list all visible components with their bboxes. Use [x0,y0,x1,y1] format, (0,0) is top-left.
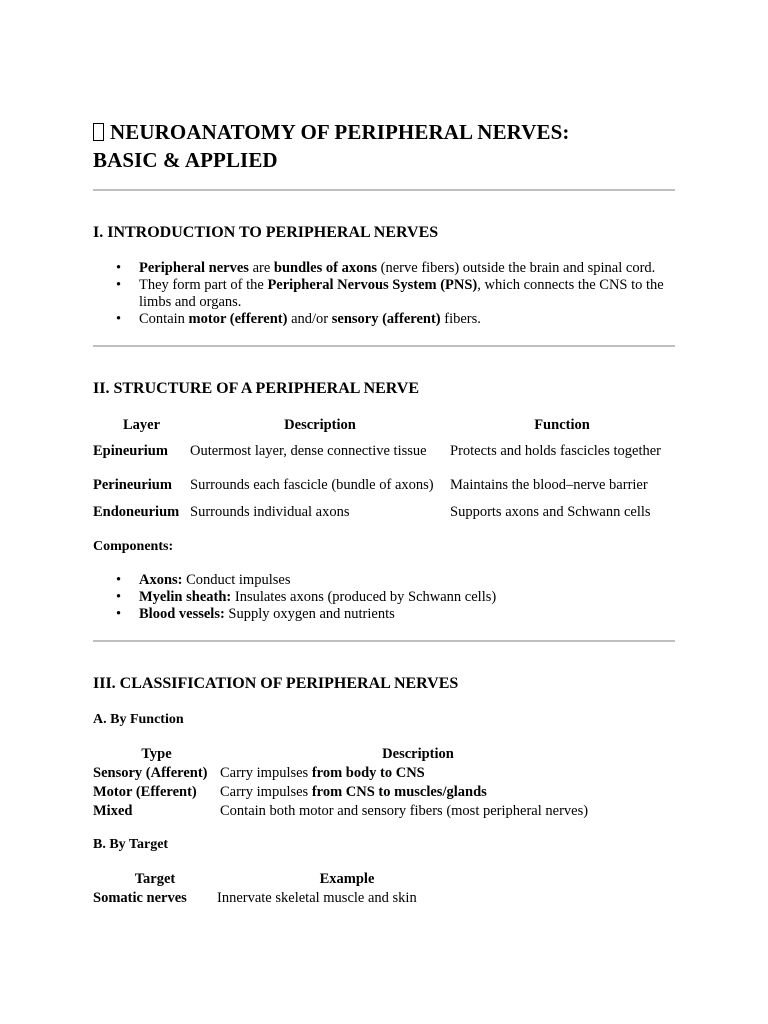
table-cell: Carry impulses from CNS to muscles/glands [220,783,487,800]
column-header: Target [134,871,176,887]
table-cell: Maintains the blood–nerve barrier [450,477,648,493]
table-header-row [93,746,616,763]
column-header: Type [141,746,172,762]
list-item: • Blood vessels: Supply oxygen and nutrients [139,606,675,623]
table-cell: Supports axons and Schwann cells [450,503,651,520]
table-row [93,888,477,907]
column-header: Description [284,417,356,433]
table-cell: Perineurium [93,477,172,493]
divider [93,345,675,347]
table-cell: Surrounds each fascicle (bundle of axons) [190,477,434,493]
table-row [93,468,674,502]
divider [93,189,675,191]
table-cell: Surrounds individual axons [190,503,350,520]
list-item: • Myelin sheath: Insulates axons (produced by Schwann cells) [139,589,675,606]
title-line-1: NEUROANATOMY OF PERIPHERAL NERVES: [110,120,570,144]
table-cell: Motor (Efferent) [93,783,197,800]
table-cell: Contain both motor and sensory fibers (most peripheral nerves) [220,802,589,819]
nerve-layers-table [93,417,674,521]
table-cell: Innervate skeletal muscle and skin [217,889,417,906]
table-row [93,434,674,468]
table-cell: Mixed [93,802,133,819]
section-2-heading: II. STRUCTURE OF A PERIPHERAL NERVE [93,380,420,397]
table-cell: Somatic nerves [93,889,187,906]
table-cell: Protects and holds fascicles together [450,443,661,459]
column-header: Layer [122,417,161,433]
function-classification-table [93,746,616,820]
table-cell: Carry impulses from body to CNS [220,764,425,781]
list-item: • Peripheral nerves are bundles of axons (nerve fibers) outside the brain and spinal cord. [139,260,675,277]
list-item: • They form part of the Peripheral Nervous System (PNS), which connects the CNS to the limbs and organs. [139,277,675,311]
components-label: Components: [93,539,174,554]
table-row [93,801,616,820]
list-item: • Contain motor (efferent) and/or sensory (afferent) fibers. [139,311,675,328]
table-row [93,763,616,782]
document-content [93,118,675,907]
table-header-row [93,417,674,434]
column-header: Function [534,417,590,433]
table-cell: Sensory (Afferent) [93,764,208,781]
subsection-b-heading: B. By Target [93,837,169,852]
subsection-a-heading: A. By Function [93,712,184,727]
table-row [93,502,674,521]
table-cell: Outermost layer, dense connective tissue [190,443,427,459]
table-cell: Endoneurium [93,503,180,520]
table-header-row [93,871,477,888]
divider [93,640,675,642]
column-header: Example [319,871,375,887]
missing-glyph-icon [93,123,104,141]
intro-bullet-list [93,260,675,328]
column-header: Description [382,746,454,762]
list-item: • Axons: Conduct impulses [139,572,675,589]
document-title [93,118,675,174]
section-1-heading: I. INTRODUCTION TO PERIPHERAL NERVES [93,224,439,241]
title-line-2: BASIC & APPLIED [93,148,278,172]
target-classification-table [93,871,477,907]
table-cell: Epineurium [93,443,168,459]
table-row [93,782,616,801]
section-3-heading: III. CLASSIFICATION OF PERIPHERAL NERVES [93,675,459,692]
components-list [93,572,675,623]
